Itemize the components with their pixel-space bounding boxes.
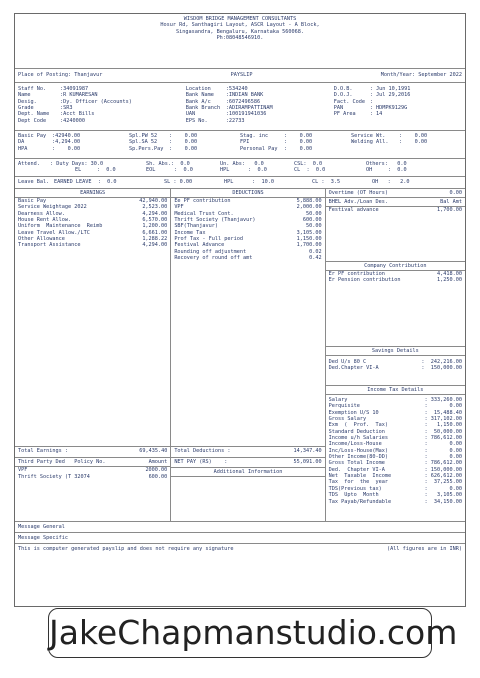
salary-field-key: Stag. inc: [240, 133, 269, 139]
salary-field-key: DA: [18, 139, 25, 146]
deductions-item-label: SBF(Thanjavur): [174, 223, 219, 230]
income-tax-item-label: Exm ( Prof. Tax): [328, 422, 388, 429]
attendance-cell: [18, 167, 50, 173]
income-tax-item-amount: : 150,000.00: [424, 466, 462, 473]
income-tax-item-amount: : 50,000.00: [424, 428, 462, 435]
income-tax-item-amount: : 0.00: [424, 454, 462, 461]
employee-details-mid: [186, 86, 334, 127]
savings-list: [326, 356, 465, 372]
earnings-item-label: Uniform Maintenance Reimb: [18, 223, 103, 230]
company-contribution-list: [326, 271, 465, 284]
deductions-item-amount: 50.00: [306, 210, 322, 217]
earnings-item-amount: 2,523.00: [142, 204, 168, 211]
employee-field-key: Desig.: [18, 98, 37, 105]
savings-header: Savings Details: [326, 347, 465, 356]
employee-field-value: :Dy. Officer (Accounts): [60, 98, 132, 105]
income-tax-item-amount: : 317,102.00: [424, 416, 462, 423]
income-tax-item-amount: : 15,488.40: [424, 409, 462, 416]
company-contribution-item: [326, 277, 465, 283]
message-specific: Message Specific: [15, 533, 465, 544]
third-party-section: [15, 457, 170, 480]
deductions-item-label: Rounding off adjustment: [174, 248, 247, 255]
total-deductions-row: [171, 446, 324, 454]
employee-field-key: Grade: [18, 105, 34, 112]
company-address-1: Hosur Rd, Santhagiri Layout, ASCR Layout - A Block,: [160, 22, 320, 29]
salary-field-value: : 0.00: [284, 139, 313, 146]
earnings-item-amount: 42,940.00: [139, 198, 168, 204]
company-contribution-item-label: Er Pension contribution: [328, 277, 401, 284]
right-column: [326, 189, 465, 521]
income-tax-item-amount: : 333,260.00: [424, 397, 462, 403]
deductions-item-label: Festival Advance: [174, 242, 225, 249]
attendance-cell: EL : 0.0: [50, 167, 116, 174]
additional-info-rule: [171, 476, 324, 477]
savings-item-amount: : 242,216.00: [421, 359, 462, 365]
savings-item-label: Ded.Chapter VI-A: [328, 365, 379, 372]
salary-field-value: : 0.00: [284, 145, 313, 152]
total-earnings-label: Total Earnings :: [18, 448, 68, 454]
deductions-item-amount: 2,000.00: [296, 204, 322, 211]
salary-field-value: : 0.00: [52, 145, 81, 152]
attendance-cell: Attend.: [18, 161, 40, 167]
third-party-item-label: Thrift Society (T 32074: [18, 473, 90, 480]
employee-field-row: [334, 111, 462, 117]
watermark-banner: JakeChapmanstudio.com: [48, 608, 432, 658]
earnings-item-label: Dearness Allow.: [18, 210, 65, 217]
salary-field-key: Service Wt.: [351, 133, 386, 139]
net-pay-row: [171, 457, 324, 465]
employee-field-key: PAN: [333, 105, 344, 112]
deductions-item-label: Recovery of round off amt: [174, 255, 253, 262]
income-tax-item-amount: : 786,612.00: [424, 435, 462, 442]
income-tax-item-amount: : 0.00: [424, 441, 462, 448]
employee-details: [15, 83, 465, 131]
income-tax-item-label: Ded. Chapter VI-A: [328, 466, 385, 473]
income-tax-item-label: Exemption U/S 10: [328, 409, 379, 416]
leave-balance-cell: Leave Bal.: [18, 179, 50, 186]
third-party-item: [15, 474, 170, 480]
attendance-cell: OH : 0.0: [366, 167, 407, 174]
income-tax-item-amount: : 0.00: [424, 447, 462, 454]
company-address-2: Singasandra, Bengaluru, Karnataka 560068.: [175, 28, 305, 35]
third-party-header: [15, 458, 170, 467]
income-tax-item-label: Perquisite: [328, 403, 360, 410]
employee-field-value: :INDIAN BANK: [225, 92, 264, 99]
salary-field-key: Sp.Pers.Pay: [129, 145, 164, 152]
employee-field-value: :SR3: [60, 105, 73, 112]
income-tax-item-amount: : 37,255.00: [424, 479, 462, 486]
salary-field-row: [351, 139, 462, 145]
employee-field-value: :R KUMARESAN: [60, 92, 98, 99]
company-header: [15, 14, 465, 69]
salary-field-value: : 0.00: [169, 139, 198, 146]
employee-field-value: : Jun 10,1991: [369, 86, 411, 92]
income-tax-item-label: Tax for the year: [328, 479, 388, 486]
earnings-item-label: House Rent Allow.: [18, 217, 72, 224]
footer-currency: (All figures are in INR): [387, 546, 462, 553]
footer-note: This is computer generated payslip and does not require any signature: [18, 546, 234, 553]
employee-field-value: :: [369, 98, 373, 105]
salary-field-value: : 0.00: [399, 139, 428, 146]
attendance-rows: [18, 161, 462, 174]
earnings-list: [15, 198, 170, 249]
income-tax-item-amount: : 626,612.00: [424, 473, 462, 480]
advance-item: [326, 207, 465, 213]
leave-balance-cell: CL : 3.5: [312, 179, 341, 186]
salary-field-value: : 0.00: [399, 133, 428, 139]
company-phone: Ph:08048546910.: [216, 35, 264, 42]
deductions-item-amount: 50.00: [306, 223, 322, 230]
payslip-band: [15, 69, 465, 83]
earnings-item-label: Basic Pay: [18, 198, 47, 204]
income-tax-item-label: Standard Deduction: [328, 428, 385, 435]
attendance-cell: Un. Abs: 0.0: [220, 161, 264, 167]
month-year: Month/Year: September 2022: [380, 72, 462, 79]
deductions-list: [171, 198, 324, 261]
total-deductions-value: 14,347.40: [293, 448, 322, 454]
overtime-value: 0.00: [449, 189, 462, 196]
employee-field-row: [18, 118, 186, 124]
document-title: PAYSLIP: [230, 72, 253, 79]
third-party-item-amount: 600.00: [148, 473, 168, 480]
deductions-item-label: Income Tax: [174, 229, 206, 236]
deductions-column: [171, 189, 325, 521]
third-party-item-label: VPF: [18, 467, 28, 474]
income-tax-section: [326, 385, 465, 505]
overtime-label: Overtime (OT Hours): [328, 189, 388, 196]
company-contribution-item-amount: 1,250.00: [437, 277, 462, 284]
salary-info-col-4: [351, 133, 462, 156]
attendance-row: [18, 167, 462, 173]
salary-info: [15, 131, 465, 159]
third-party-col-1: Third Party Ded Policy No.: [18, 459, 106, 465]
employee-field-value: :534240: [225, 86, 248, 92]
salary-info-col-2: [129, 133, 240, 156]
income-tax-item-label: Inc/Loss-House(Max): [328, 447, 388, 454]
earnings-item-amount: 1,288.22: [142, 236, 168, 243]
attendance-cell: HPL : 0.0: [220, 167, 267, 174]
employee-field-key: Dept. Name: [18, 111, 50, 118]
attendance-cell: : Duty Days: 30.0: [50, 161, 104, 167]
income-tax-item-label: Net Taxable Income: [328, 473, 392, 480]
leave-balance-cell: EARNED LEAVE : 0.0: [54, 179, 117, 186]
income-tax-item-label: Salary: [328, 397, 348, 403]
leave-balance-cell: HPL : 10.0: [224, 179, 274, 186]
net-pay-label: NET PAY (RS) :: [174, 459, 228, 465]
income-tax-item-label: Income/Loss-House: [328, 441, 382, 448]
employee-field-key: Dept Code: [18, 117, 47, 124]
income-tax-item-amount: : 34,150.00: [424, 498, 462, 505]
footer: [15, 544, 465, 555]
income-tax-item-amount: : 1,150.00: [424, 422, 462, 429]
attendance-cell: Others: 0.0: [366, 161, 407, 167]
deductions-item-amount: 1,700.00: [296, 242, 322, 249]
employee-field-value: :6072496586: [225, 98, 261, 105]
salary-field-key: Spl.SA 52: [129, 139, 158, 146]
employee-field-key: Bank Branch: [185, 105, 221, 112]
savings-section: [326, 346, 465, 372]
message-general: Message General: [15, 522, 465, 533]
savings-item-amount: : 150,000.00: [421, 365, 462, 372]
company-contribution-section: [326, 261, 465, 284]
advance-list: [326, 207, 465, 213]
income-tax-item-amount: : 0.00: [424, 403, 462, 410]
earnings-item-label: Other Allowance: [18, 236, 65, 243]
deductions-item-label: Thrift Society (Thanjavur): [174, 217, 256, 224]
income-tax-item-label: Gross Total Income: [328, 460, 385, 467]
total-earnings-row: [15, 446, 170, 454]
earnings-item-amount: 6,661.00: [142, 229, 168, 236]
employee-field-key: Staff No.: [18, 86, 47, 92]
income-tax-list: [326, 395, 465, 505]
leave-balance-cell: SL : 0.00: [164, 179, 193, 186]
attendance-cell: Sh. Abs.: 0.0: [146, 161, 190, 167]
advance-item-label: Festival advance: [328, 207, 379, 213]
employee-field-value: : 14: [369, 111, 383, 118]
employee-field-value: :ADIRAMPATTINAM: [225, 105, 273, 112]
salary-field-row: [18, 146, 129, 152]
net-pay-value: 55,091.00: [293, 459, 322, 465]
salary-field-row: [129, 146, 240, 152]
income-tax-item-amount: : 786,612.00: [424, 460, 462, 467]
salary-field-value: :4,294.00: [52, 139, 81, 146]
employee-field-value: :4240000: [60, 117, 85, 124]
attendance: [15, 159, 465, 177]
earnings-item: [15, 242, 170, 248]
earnings-item-label: Service Weightage 2022: [18, 204, 87, 211]
salary-field-key: HPA: [18, 145, 28, 152]
advance-header: [326, 198, 465, 207]
earnings-item-amount: 1,200.00: [142, 223, 168, 230]
payslip-page: [14, 13, 466, 607]
total-earnings-value: 69,435.40: [139, 448, 168, 454]
employee-field-key: PF Area: [333, 111, 356, 118]
salary-field-key: Welding All.: [351, 139, 389, 146]
income-tax-item-label: TDS Upto Month: [328, 492, 379, 499]
salary-field-key: FPI: [240, 139, 250, 146]
salary-field-value: : 0.00: [284, 133, 313, 139]
salary-field-key: Personal Pay: [240, 145, 278, 152]
employee-field-key: Bank Name: [185, 92, 214, 99]
employee-field-value: :22733: [225, 117, 245, 124]
deductions-item-amount: 600.00: [302, 217, 322, 224]
attendance-cell: CL : 0.0: [294, 167, 326, 174]
income-tax-item-label: Other Income(80-DD): [328, 454, 388, 461]
overtime-row: [326, 189, 465, 198]
deductions-header: DEDUCTIONS: [171, 189, 324, 198]
total-deductions-label: Total Deductions :: [174, 448, 231, 454]
earnings-item-amount: 4,294.00: [142, 210, 168, 217]
leave-balance: [15, 177, 465, 189]
employee-field-key: D.O.J.: [333, 92, 353, 99]
employee-field-value: :34091987: [60, 86, 89, 92]
employee-field-key: Name: [18, 92, 31, 99]
income-tax-item-amount: : 3,105.00: [424, 492, 462, 499]
income-tax-item-label: Income u/h Salaries: [328, 435, 388, 442]
employee-field-row: [186, 118, 334, 124]
income-tax-header: Income Tax Details: [326, 386, 465, 395]
salary-field-value: : 0.00: [169, 145, 198, 152]
advance-item-amount: 1,700.00: [437, 207, 462, 213]
salary-field-value: : 0.00: [169, 133, 198, 139]
leave-balance-cell: OH : 2.0: [372, 179, 410, 186]
company-contribution-item-label: Er PF contribution: [328, 271, 385, 277]
income-tax-item-label: Gross Salary: [328, 416, 367, 423]
savings-item-label: Ded U/s 80 C: [328, 359, 367, 365]
salary-info-col-1: [18, 133, 129, 156]
attendance-cell: CSL: 0.0: [294, 161, 323, 167]
salary-field-value: :42940.00: [52, 133, 81, 139]
earnings-item-label: Leave Travel Allow./LTC: [18, 229, 90, 236]
additional-info-header: Additional Information: [171, 467, 324, 475]
income-tax-item-label: TDS(Previous tax): [328, 485, 382, 492]
employee-details-right: [334, 86, 462, 127]
earnings-item-label: Transport Assistance: [18, 242, 81, 249]
deductions-item-amount: 1,150.00: [296, 236, 322, 243]
third-party-list: [15, 467, 170, 480]
deductions-item-label: VPF: [174, 204, 184, 211]
deductions-item-amount: 0.42: [309, 255, 322, 262]
income-tax-item-amount: : 0.00: [424, 485, 462, 492]
company-contribution-item-amount: 4,418.00: [437, 271, 462, 277]
deductions-item: [171, 255, 324, 261]
income-tax-item: [326, 499, 465, 505]
deductions-item-amount: 3,105.00: [296, 229, 322, 236]
salary-field-row: [240, 146, 351, 152]
employee-details-left: [18, 86, 186, 127]
employee-field-key: UAN: [185, 111, 196, 118]
employee-field-value: : HDMPK9129G: [369, 105, 408, 112]
third-party-item-amount: 2000.00: [145, 467, 168, 474]
deductions-item-label: Medical Trust Cont.: [174, 210, 234, 217]
savings-item: [326, 365, 465, 371]
employee-field-key: Location: [185, 86, 211, 92]
earnings-header: EARNINGS: [15, 189, 170, 198]
income-tax-item-label: Tax Payab/Refundable: [328, 498, 392, 505]
salary-info-col-3: [240, 133, 351, 156]
salary-field-key: Basic Pay: [18, 133, 47, 139]
company-contribution-header: Company Contribution: [326, 262, 465, 271]
employee-field-value: :Acct Bills: [60, 111, 95, 118]
deductions-item-label: Ee PF contribution: [174, 198, 231, 204]
deductions-item-label: Prof Tax - Full period: [174, 236, 244, 243]
employee-field-key: D.O.B.: [333, 86, 353, 92]
advance-balance-label: Bal Amt: [440, 198, 462, 205]
deductions-item-amount: 0.02: [309, 248, 322, 255]
employee-field-key: Fact. Code: [333, 98, 365, 105]
company-name: WISDOM BRIDGE MANAGEMENT CONSULTANTS: [183, 16, 297, 22]
attendance-cell: EOL : 0.0: [146, 167, 193, 174]
advance-label: BHEL Adv./Loan Des.: [328, 198, 388, 205]
employee-field-key: EPS No.: [185, 117, 208, 124]
employee-field-key: Bank A/c: [185, 98, 211, 105]
deductions-item-amount: 5,888.00: [296, 198, 322, 204]
employee-field-value: :100191941036: [225, 111, 267, 118]
salary-field-key: Spl.PW 52: [129, 133, 158, 139]
earnings-column: [15, 189, 171, 521]
earnings-item-amount: 4,294.00: [142, 242, 168, 249]
place-of-posting: Place of Posting: Thanjavur: [18, 72, 103, 79]
third-party-col-2: Amount: [148, 459, 168, 465]
earnings-item-amount: 6,570.00: [142, 217, 168, 224]
employee-field-value: : Jul 29,2016: [369, 92, 411, 99]
main-section: [15, 189, 465, 522]
